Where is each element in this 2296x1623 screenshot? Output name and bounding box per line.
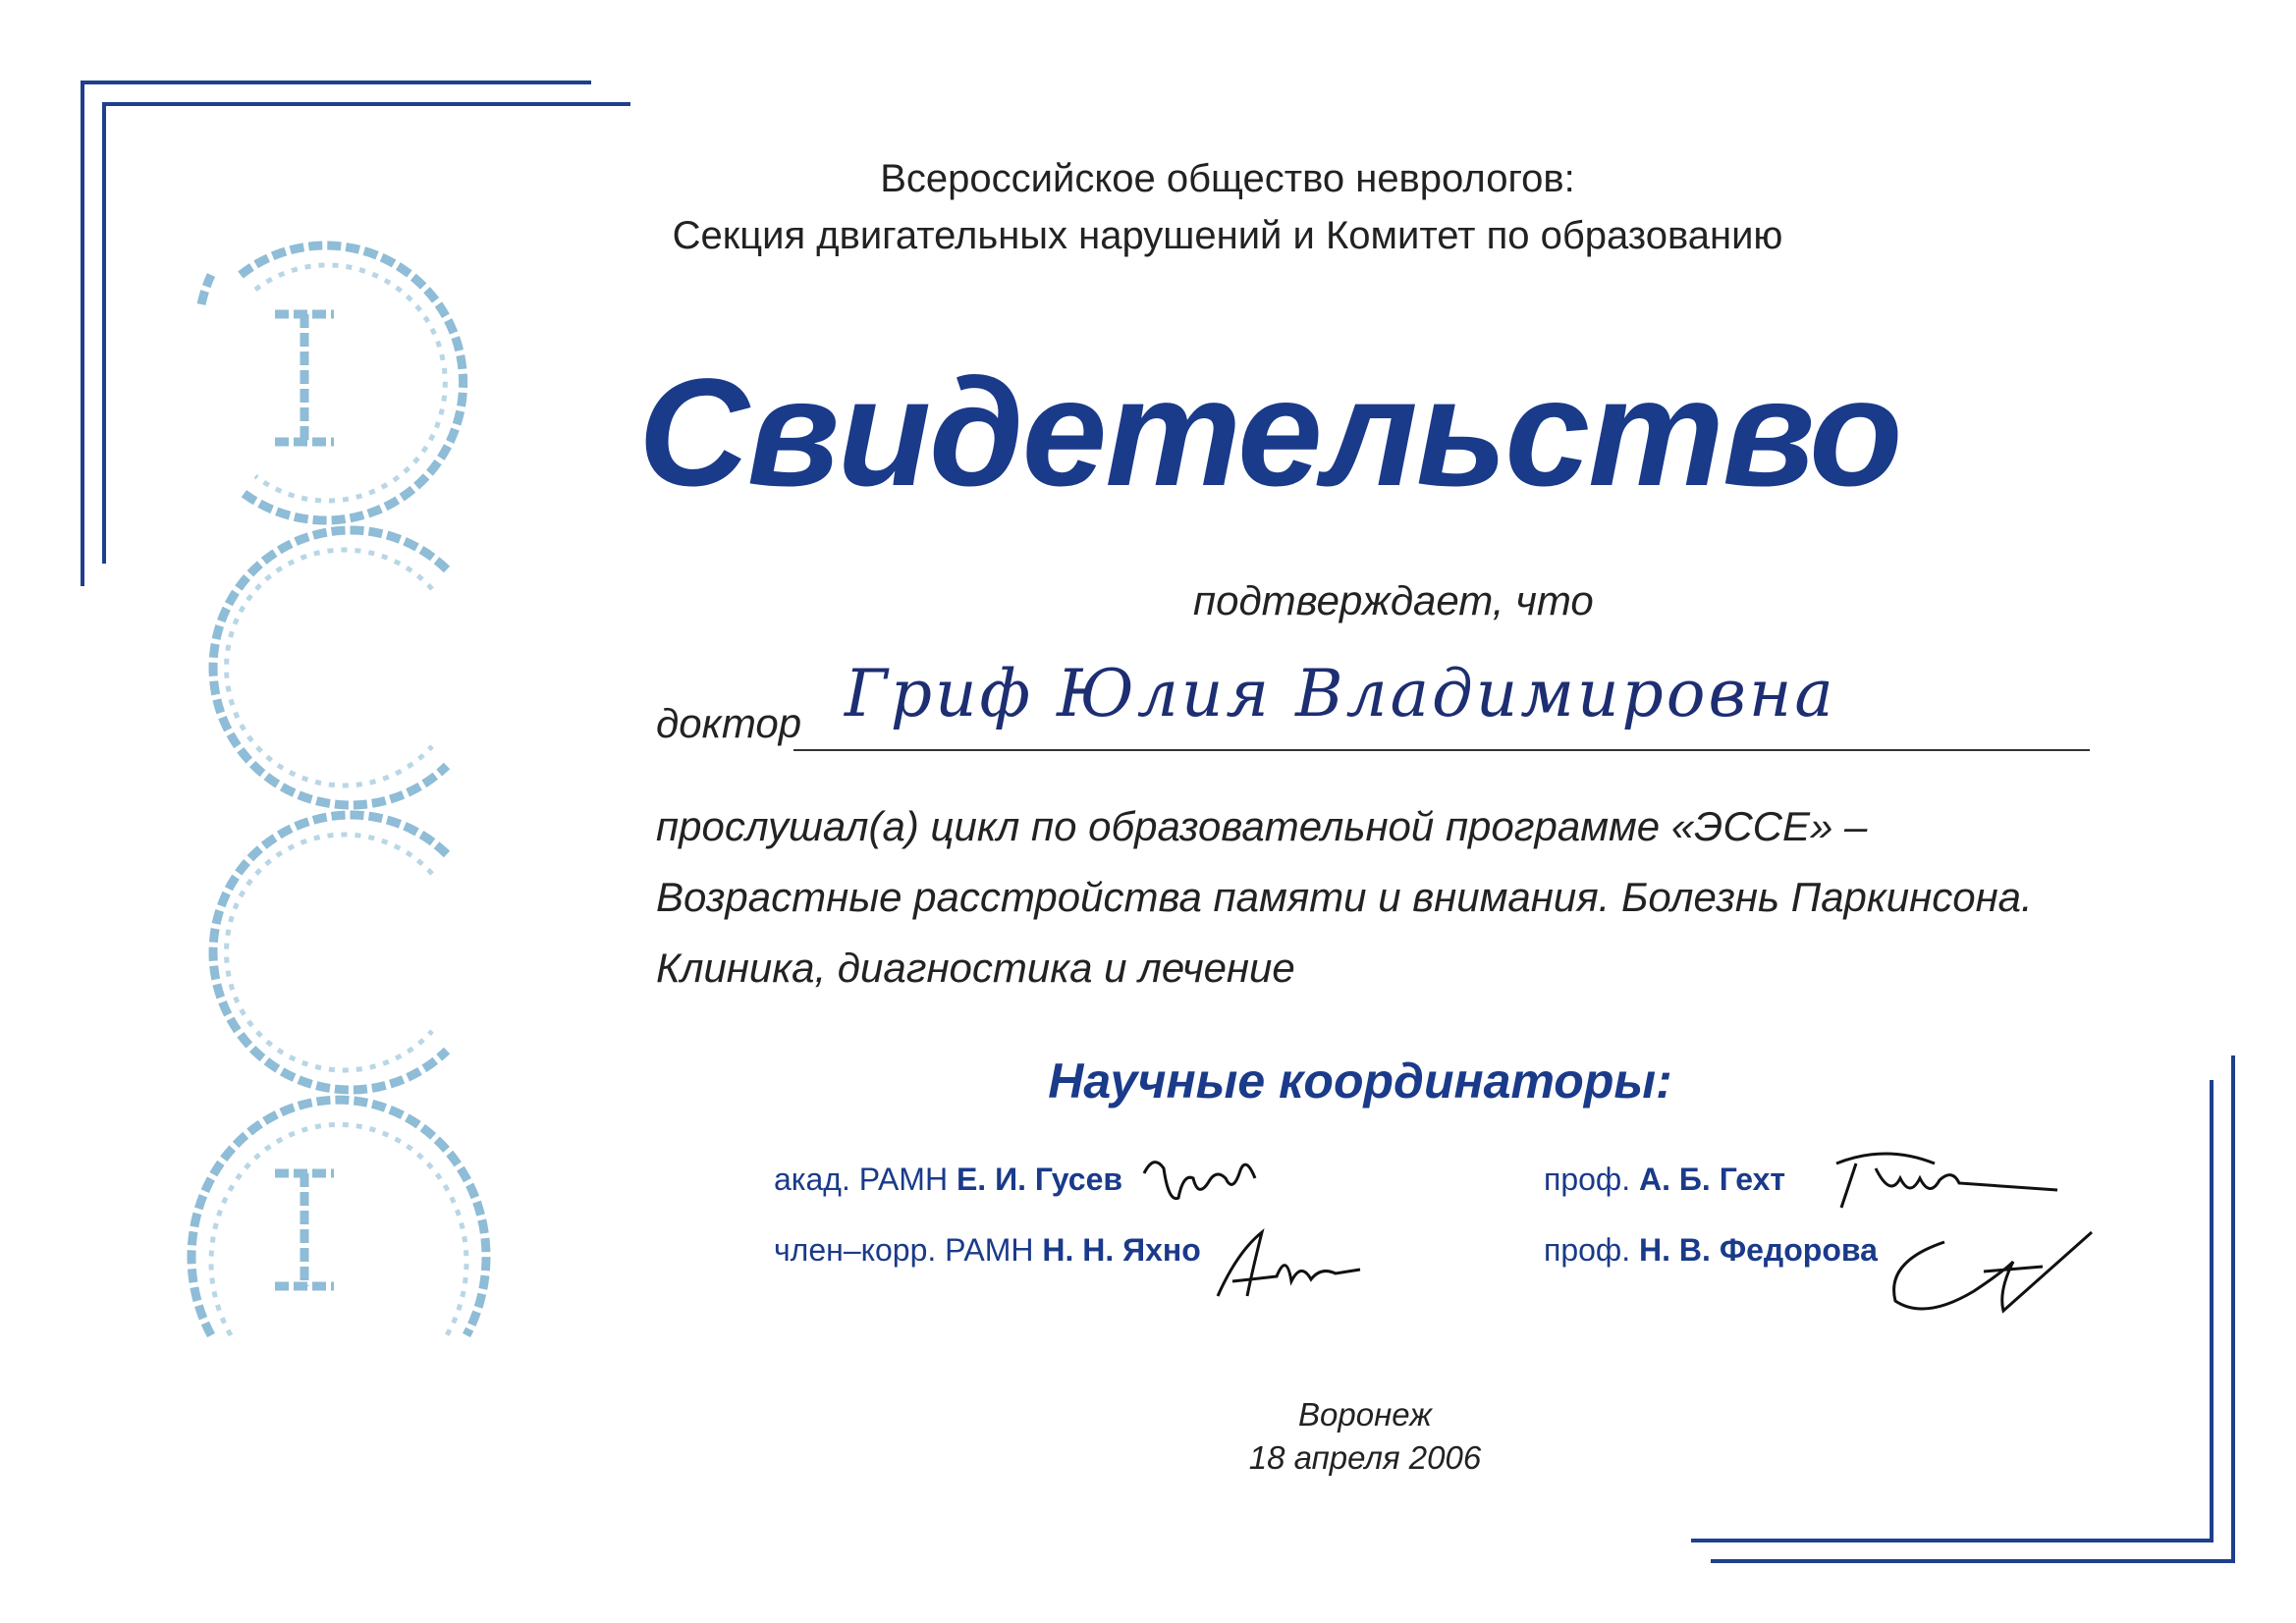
organization-line-2: Секция двигательных нарушений и Комитет по образованию: [672, 214, 1783, 257]
certificate-title: Свидетельство: [638, 348, 1901, 518]
footer-date: 18 апреля 2006: [1248, 1439, 1482, 1476]
coordinator-right-2: [1544, 1232, 1878, 1269]
coordinator-title: член–корр. РАМН: [774, 1232, 1034, 1268]
coordinator-title: проф.: [1544, 1232, 1631, 1268]
frame-bottom-right-v-inner: [2210, 1080, 2214, 1539]
program-line-1: прослушал(а) цикл по образовательной программе «ЭССЕ» –: [656, 803, 1868, 849]
recipient-name-line: [793, 749, 2090, 751]
signature-gusev: [1139, 1144, 1277, 1222]
frame-bottom-right-h-outer: [1711, 1559, 2235, 1563]
coordinator-title: акад. РАМН: [774, 1162, 949, 1197]
coordinator-name: Н. В. Федорова: [1639, 1232, 1878, 1268]
frame-top-left-h-outer: [81, 81, 591, 84]
recipient-prefix: доктор: [656, 700, 802, 746]
signature-gekht: [1797, 1139, 2072, 1217]
coordinator-name: А. Б. Гехт: [1639, 1162, 1786, 1197]
coordinator-name: Н. Н. Яхно: [1042, 1232, 1201, 1268]
frame-top-left-h-inner: [102, 102, 630, 106]
organization-line-1: Всероссийское общество неврологов:: [880, 157, 1575, 200]
coordinator-name: Е. И. Гусев: [956, 1162, 1123, 1197]
esse-logo: [182, 236, 496, 1394]
coordinators-heading: Научные координаторы:: [1048, 1054, 1672, 1109]
recipient-name-handwritten: Гриф Юлия Владимировна: [845, 656, 1836, 731]
coordinator-left-1: [774, 1162, 1122, 1198]
confirms-text: подтверждает, что: [1193, 577, 1594, 623]
frame-top-left-v-outer: [81, 81, 84, 586]
program-line-3: Клиника, диагностика и лечение: [656, 945, 1295, 991]
coordinator-title: проф.: [1544, 1162, 1631, 1197]
footer-city: Воронеж: [1298, 1396, 1432, 1433]
coordinator-right-1: [1544, 1162, 1785, 1198]
frame-bottom-right-v-outer: [2231, 1055, 2235, 1562]
frame-bottom-right-h-inner: [1691, 1539, 2214, 1542]
signature-fedorova: [1886, 1222, 2111, 1321]
coordinator-left-2: [774, 1232, 1201, 1269]
frame-top-left-v-inner: [102, 102, 106, 564]
signature-yakhno: [1208, 1213, 1365, 1311]
program-line-2: Возрастные расстройства памяти и внимания. Болезнь Паркинсона.: [656, 874, 2033, 920]
